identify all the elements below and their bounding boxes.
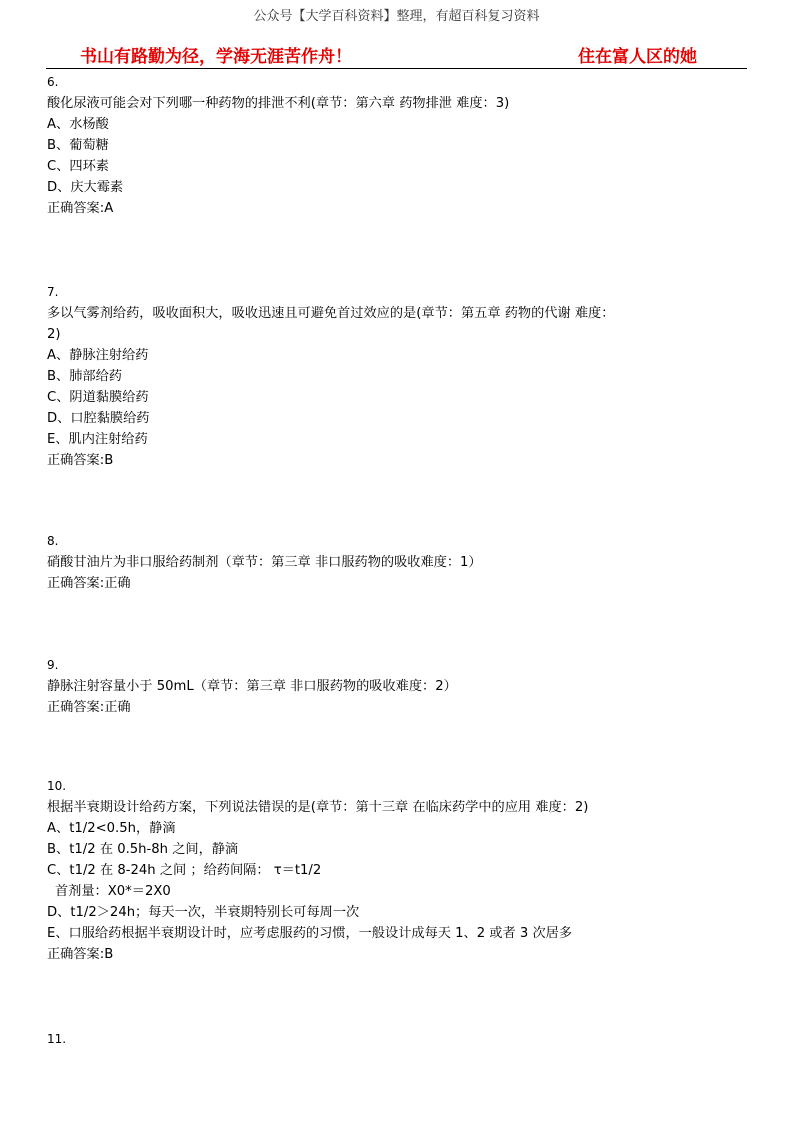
question-number: 9. <box>47 658 59 672</box>
option-c: C、t1/2 在 8-24h 之间 ；给药间隔： τ＝t1/2 <box>47 863 322 878</box>
question-number: 10. <box>47 779 67 793</box>
option-d: D、t1/2＞24h；每天一次，半衰期特别长可每周一次 <box>47 905 360 920</box>
question-stem: 多以气雾剂给药，吸收面积大，吸收迅速且可避免首过效应的是(章节：第五章 药物的代谢 难度： <box>47 306 615 321</box>
question-9 <box>47 655 752 718</box>
option-d: D、庆大霉素 <box>47 180 124 195</box>
option-d: D、口腔黏膜给药 <box>47 411 150 426</box>
question-stem: 硝酸甘油片为非口服给药制剂（章节：第三章 非口服药物的吸收难度：1） <box>47 555 482 570</box>
correct-answer: 正确答案:A <box>47 201 114 216</box>
option-c: C、四环素 <box>47 159 109 174</box>
option-a: A、t1/2<0.5h，静滴 <box>47 821 176 836</box>
question-stem-continued: 2) <box>47 327 61 342</box>
correct-answer: 正确答案:B <box>47 453 114 468</box>
option-a: A、水杨酸 <box>47 117 109 132</box>
option-b: B、t1/2 在 0.5h-8h 之间，静滴 <box>47 842 239 857</box>
header-divider <box>46 68 747 69</box>
option-b: B、葡萄糖 <box>47 138 109 153</box>
option-e: E、肌内注射给药 <box>47 432 148 447</box>
question-stem: 根据半衰期设计给药方案，下列说法错误的是(章节：第十三章 在临床药学中的应用 难度：2) <box>47 800 589 815</box>
option-c-continued: 首剂量：X0*＝2X0 <box>55 884 171 899</box>
correct-answer: 正确答案:正确 <box>47 576 131 591</box>
correct-answer: 正确答案:B <box>47 947 114 962</box>
header-source-text: 公众号【大学百科资料】整理，有超百科复习资料 <box>253 9 540 24</box>
option-c: C、阴道黏膜给药 <box>47 390 149 405</box>
option-e: E、口服给药根据半衰期设计时，应考虑服药的习惯，一般设计成每天 1、2 或者 3 次居多 <box>47 926 573 941</box>
correct-answer: 正确答案:正确 <box>47 700 131 715</box>
option-a: A、静脉注射给药 <box>47 348 149 363</box>
question-7 <box>47 282 752 471</box>
question-number: 6. <box>47 75 59 89</box>
question-number: 8. <box>47 534 59 548</box>
question-6 <box>47 72 752 219</box>
option-b: B、肺部给药 <box>47 369 122 384</box>
slogan-right: 住在富人区的她 <box>578 47 697 67</box>
question-stem: 静脉注射容量小于 50mL（章节：第三章 非口服药物的吸收难度：2） <box>47 679 457 694</box>
question-number: 11. <box>47 1032 67 1046</box>
question-number: 7. <box>47 285 59 299</box>
question-10 <box>47 776 752 965</box>
question-8 <box>47 531 752 594</box>
question-stem: 酸化尿液可能会对下列哪一种药物的排泄不利(章节：第六章 药物排泄 难度：3) <box>47 96 510 111</box>
question-11 <box>47 1029 752 1050</box>
slogan-left: 书山有路勤为径，学海无涯苦作舟！ <box>80 47 352 67</box>
